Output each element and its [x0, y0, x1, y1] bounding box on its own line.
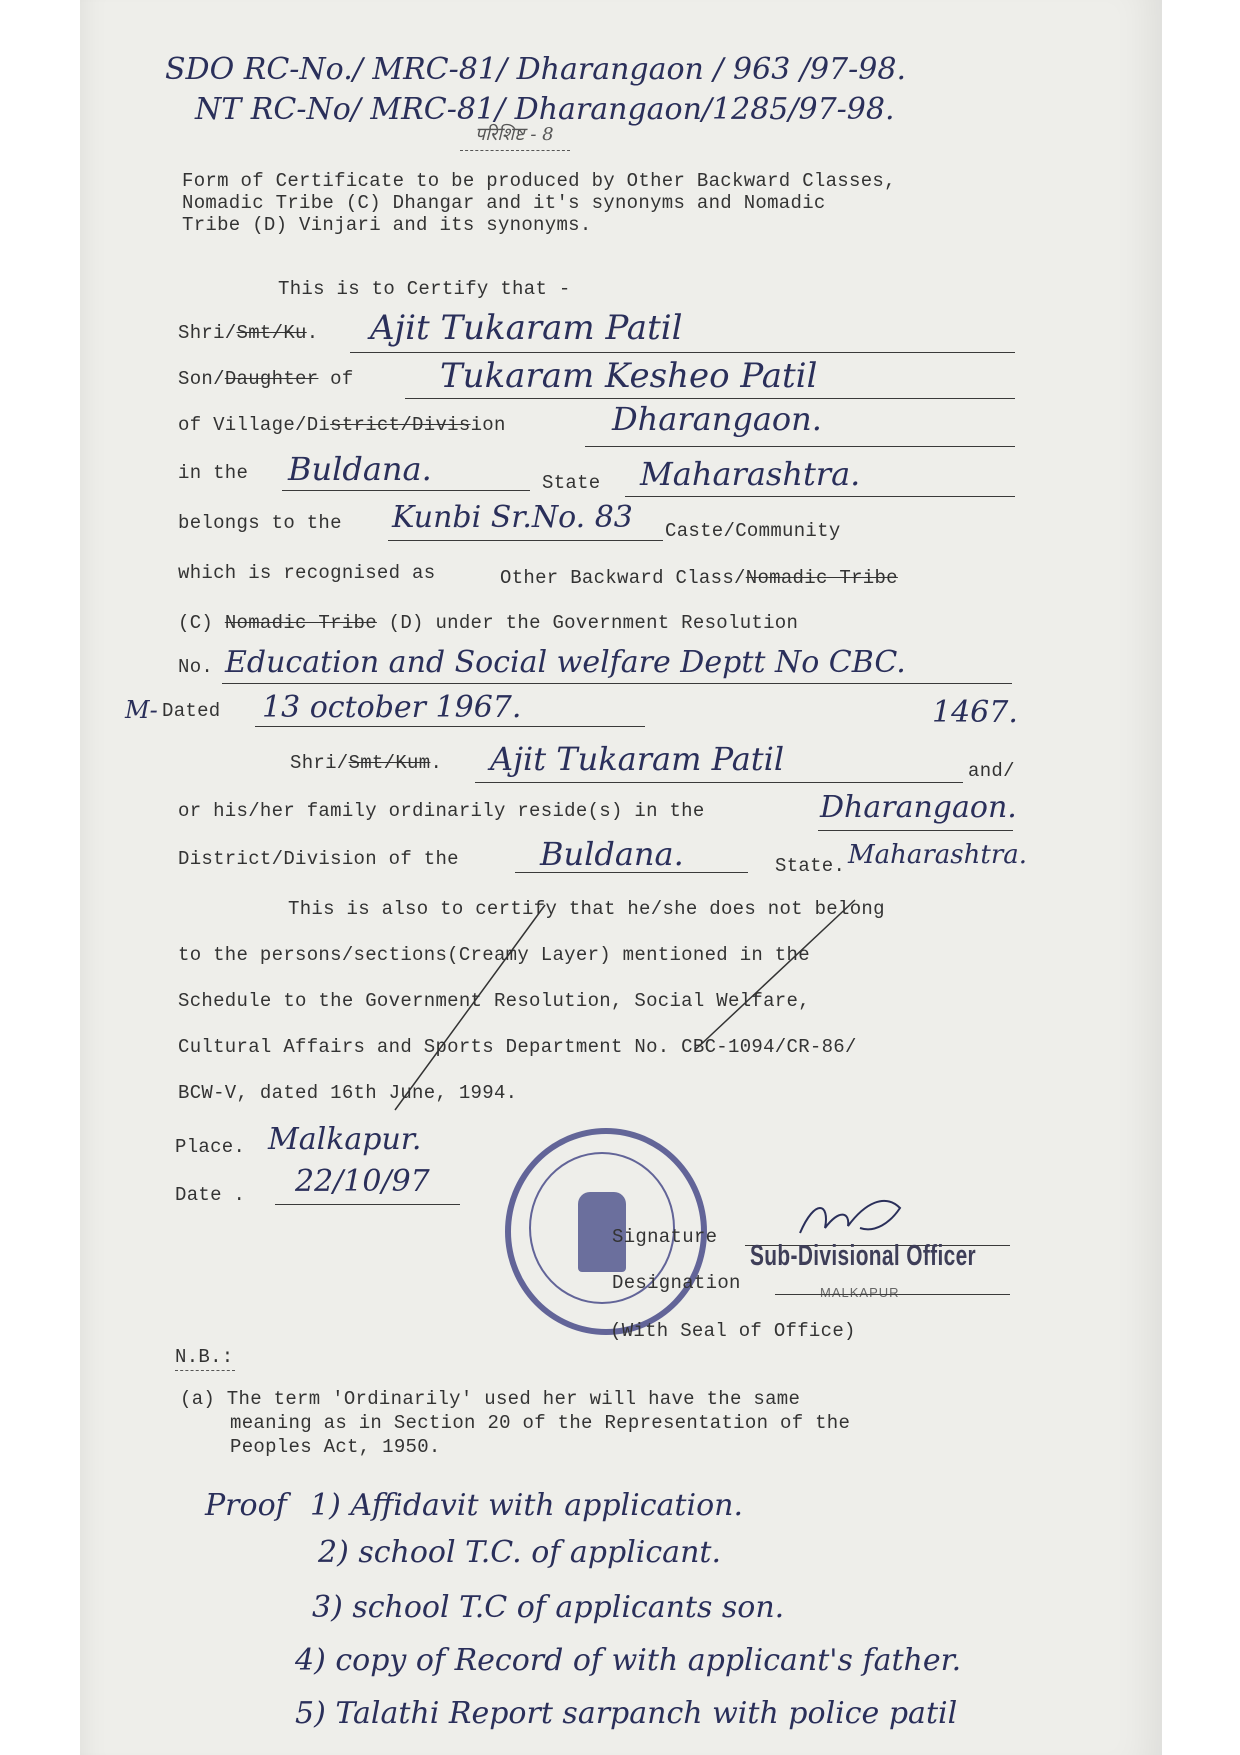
shri2-struck: Smt/Kum [348, 752, 431, 774]
place-value: Malkapur. [268, 1122, 422, 1157]
proof-item-4: 4) copy of Record of with applicant's father. [295, 1643, 962, 1678]
gr-number: Education and Social welfare Deptt No CBC. [225, 645, 906, 680]
signature-label: Signature [612, 1226, 718, 1248]
certify-line-1: This is also to certify that he/she does not belong [288, 898, 885, 920]
son-struck: Daughter [224, 368, 319, 390]
proof-item-3: 3) school T.C of applicants son. [312, 1590, 785, 1625]
gr-extra-number: 1467. [932, 695, 1018, 730]
certify-line-2: to the persons/sections(Creamy Layer) mentioned in the [178, 944, 810, 966]
caste-community-label: Caste/Community [665, 520, 841, 542]
note-a-line-2: meaning as in Section 20 of the Representation of the [230, 1412, 851, 1434]
note-a-line-3: Peoples Act, 1950. [230, 1436, 441, 1458]
state-label: State [542, 472, 601, 494]
and-label: and/ [968, 760, 1015, 782]
certify-line-3: Schedule to the Government Resolution, Social Welfare, [178, 990, 810, 1012]
village-label-start: of Village/Di [178, 414, 331, 436]
proof-item-5: 5) Talathi Report sarpanch with police patil [295, 1696, 958, 1731]
certify-line-5: BCW-V, dated 16th June, 1994. [178, 1082, 518, 1104]
district2-name: Buldana. [540, 835, 684, 873]
village-label-end: ion [470, 414, 506, 436]
reside-place: Dharangaon. [820, 790, 1017, 825]
proof-item-2: 2) school T.C. of applicant. [318, 1535, 721, 1570]
designation-stamp-location: MALKAPUR [820, 1285, 900, 1300]
form-title-line-2: Nomadic Tribe (C) Dhangar and it's synonyms and Nomadic [182, 192, 826, 214]
reference-number-nt: NT RC-No/ MRC-81/ Dharangaon/1285/97-98. [195, 92, 895, 127]
designation-label: Designation [612, 1272, 741, 1294]
proof-item-1: 1) Affidavit with application. [310, 1488, 743, 1523]
belongs-label: belongs to the [178, 512, 342, 534]
village-struck: strict/Divis [330, 414, 471, 436]
nb-label: N.B.: [175, 1346, 234, 1368]
designation-stamp: Sub-Divisional Officer [750, 1240, 977, 1272]
shri2-label: Shri/Smt/Kum. [290, 752, 443, 774]
candidate-name: Ajit Tukaram Patil [370, 308, 683, 348]
date-line [275, 1204, 460, 1205]
in-the-label: in the [178, 462, 249, 484]
proof-label: Proof [205, 1488, 287, 1523]
son-prefix: Son/ [178, 368, 225, 390]
state2-name: Maharashtra. [848, 840, 1028, 870]
father-name: Tukaram Kesheo Patil [440, 356, 818, 396]
form-title-line-1: Form of Certificate to be produced by Other Backward Classes, [182, 170, 896, 192]
place-label: Place. [175, 1136, 246, 1158]
seal-of-office-label: (With Seal of Office) [610, 1320, 856, 1342]
recognised-struck: Nomadic Tribe [745, 567, 898, 589]
reside-label: or his/her family ordinarily reside(s) in the [178, 800, 705, 822]
district2-label: District/Division of the [178, 848, 459, 870]
category-c-struck: Nomadic Tribe [224, 612, 377, 634]
recognised-class-text: Other Backward Class/ [500, 567, 746, 589]
category-c: (C) [178, 612, 214, 634]
officer-signature [790, 1188, 930, 1248]
state2-label: State. [775, 855, 846, 877]
district-name: Buldana. [288, 450, 432, 488]
gr-date: 13 october 1967. [262, 690, 522, 725]
date-value: 22/10/97 [295, 1164, 430, 1199]
shri-label: Shri/Smt/Ku. [178, 322, 319, 344]
caste-name: Kunbi Sr.No. 83 [392, 500, 633, 535]
certify-intro: This is to Certify that - [278, 278, 571, 300]
date-label: Date . [175, 1184, 246, 1206]
designation-line [775, 1294, 1010, 1295]
shri-prefix: Shri/ [178, 322, 237, 344]
nb-underline [175, 1370, 235, 1371]
form-title-line-3: Tribe (D) Vinjari and its synonyms. [182, 214, 592, 236]
shri-struck: Smt/Ku [236, 322, 307, 344]
son-of-word: of [330, 368, 354, 390]
village-name: Dharangaon. [612, 400, 822, 438]
shri2-prefix: Shri/ [290, 752, 349, 774]
recognised-text: which is recognised as [178, 562, 436, 584]
category-d: (D) under the Government Resolution [388, 612, 799, 634]
gr-no-label: No. [178, 656, 214, 678]
state-name: Maharashtra. [640, 455, 861, 493]
dated-prefix: M- [125, 696, 158, 724]
candidate-name-2: Ajit Tukaram Patil [490, 740, 785, 778]
annexure-number: परिशिष्ट - 8 [475, 124, 554, 145]
dated-label: Dated [162, 700, 221, 722]
reference-number-sdo: SDO RC-No./ MRC-81/ Dharangaon / 963 /97-98. [165, 52, 906, 87]
certify-line-4: Cultural Affairs and Sports Department No. CBC-1094/CR-86/ [178, 1036, 857, 1058]
note-a-line-1: (a) The term 'Ordinarily' used her will have the same [180, 1388, 801, 1410]
